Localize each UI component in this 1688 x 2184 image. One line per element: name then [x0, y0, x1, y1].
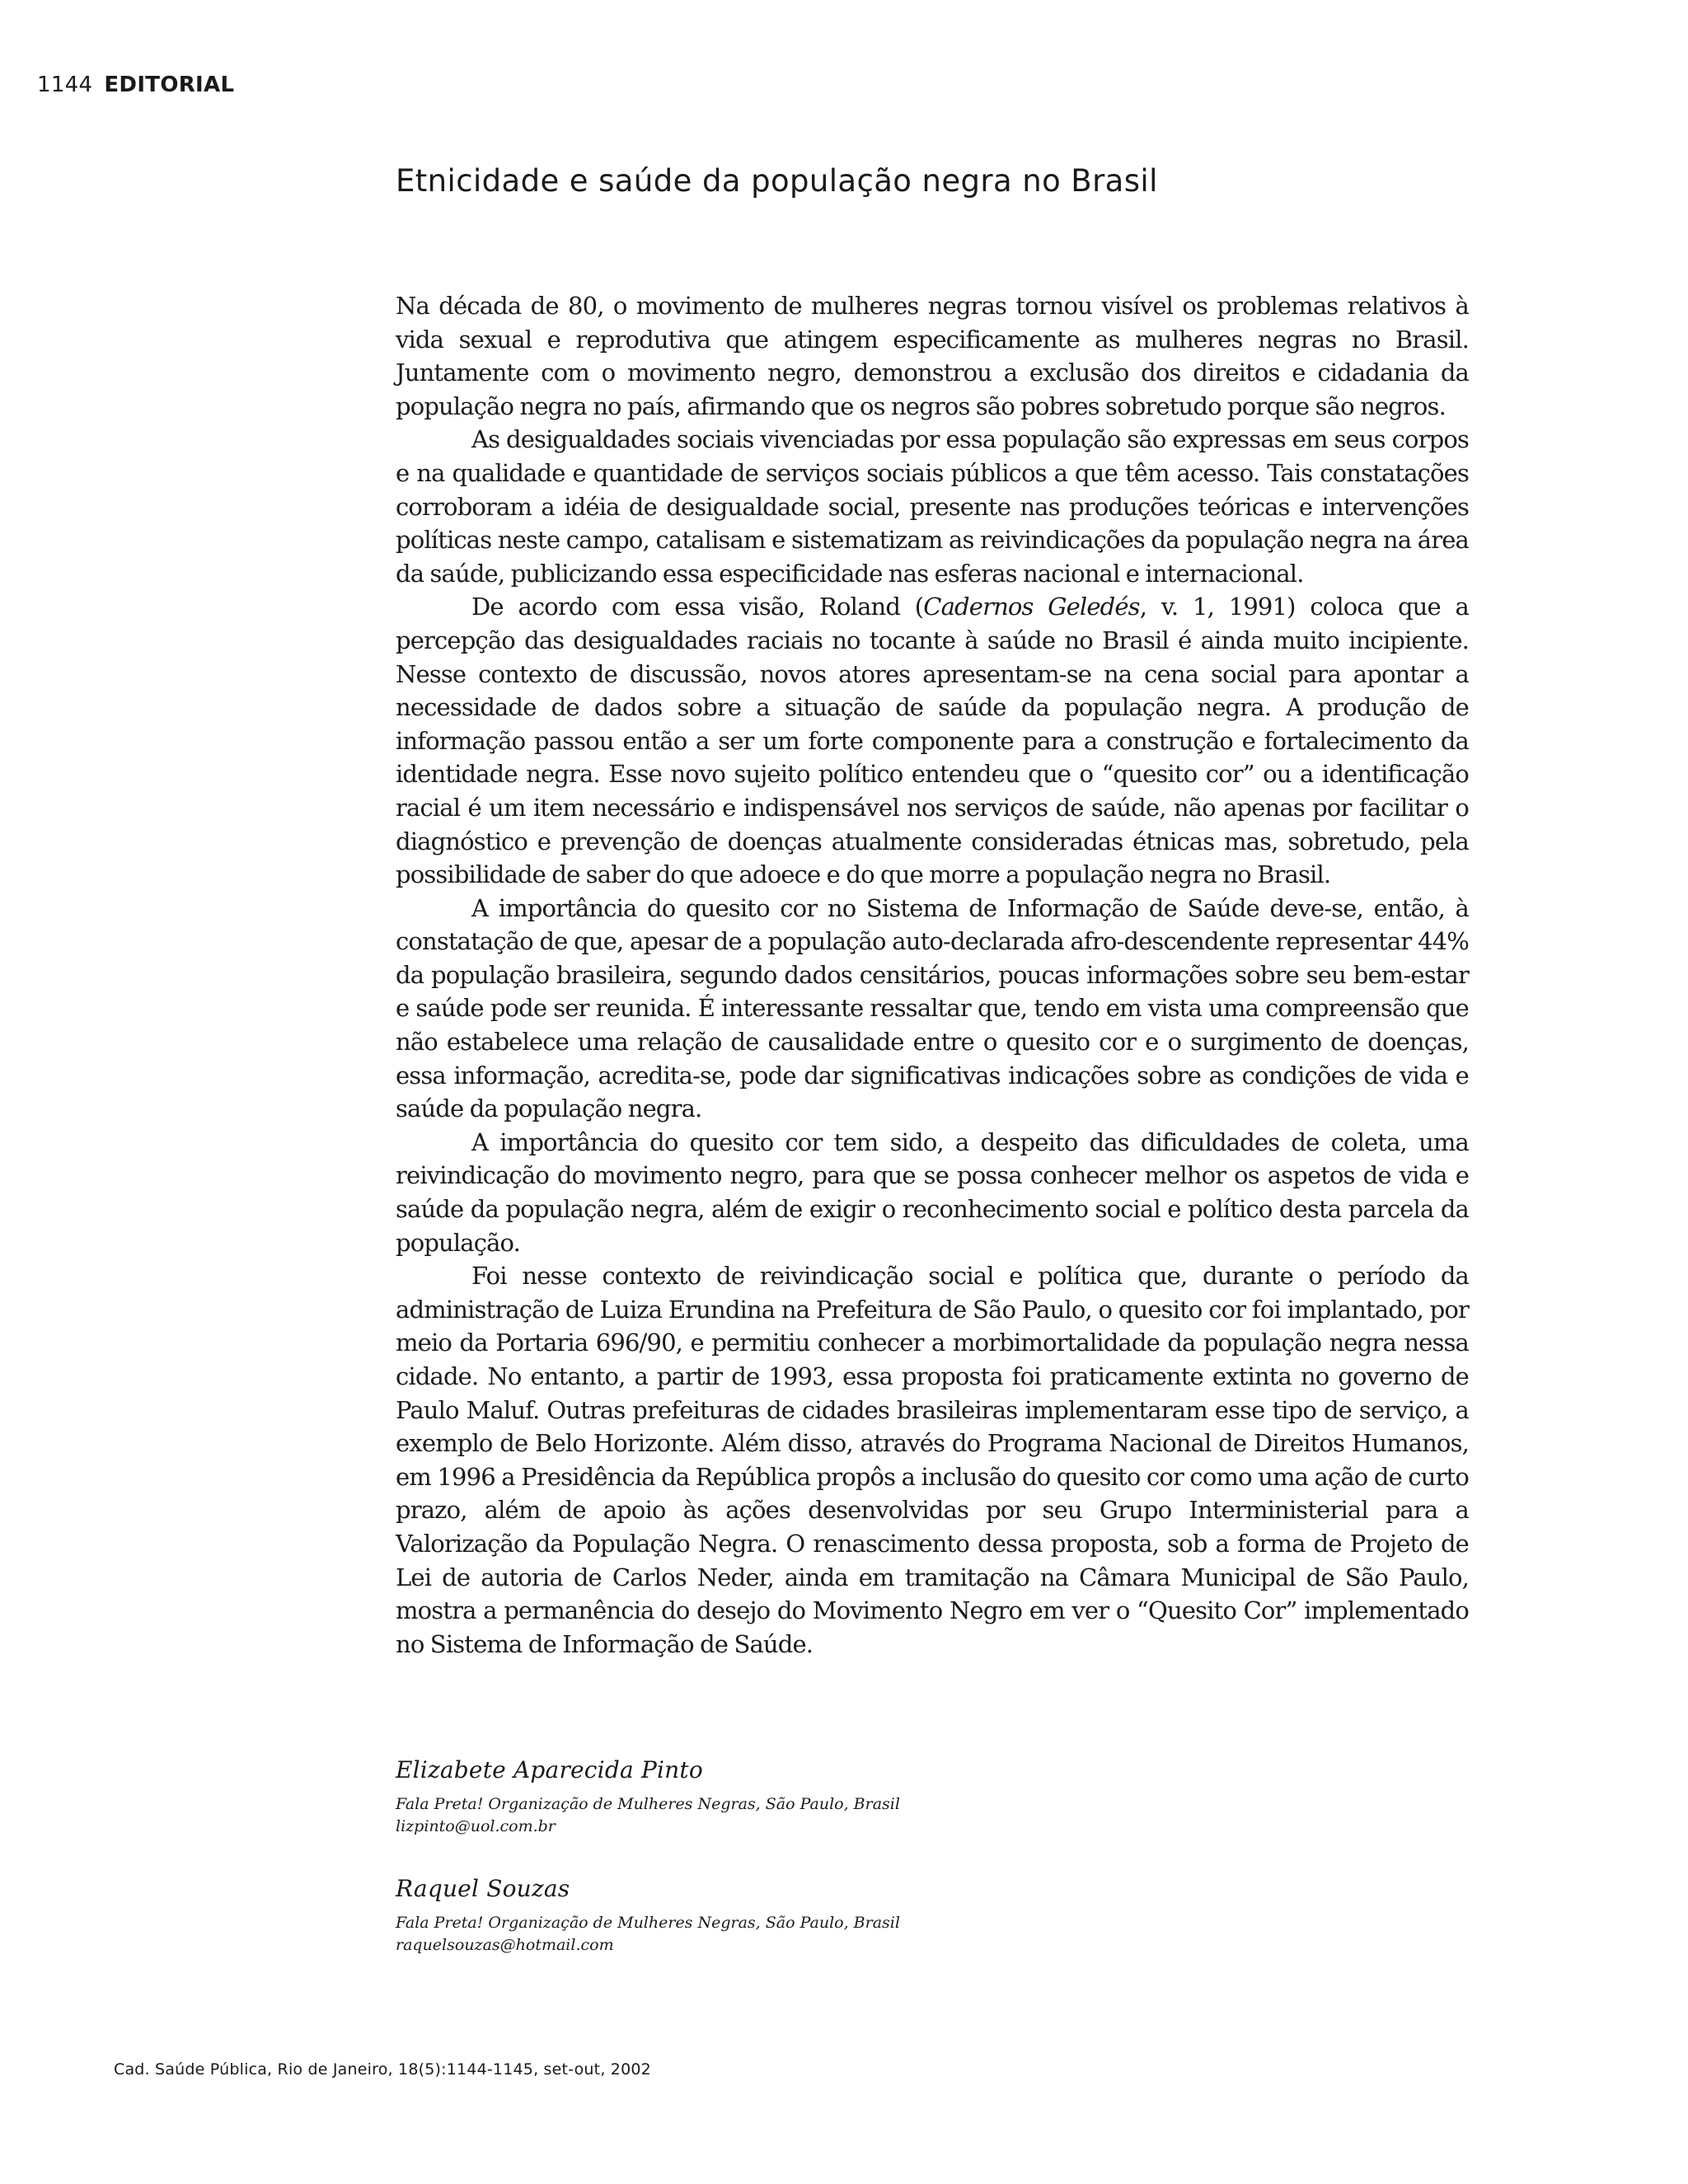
- paragraph-1: Na década de 80, o movimento de mulheres negras tornou visível os problemas relativos à vida sexual e reprodutiva que atingem especificamente as mulheres negras no Brasil. Juntamente com o movimento negro, demonstrou a exclusão dos direitos e cidadania da população negra no país, afirmando que os negros são pobres sobretudo porque são negros.: [396, 292, 1469, 420]
- paragraph-3-lead: De acordo com essa visão, Roland (: [471, 593, 924, 621]
- paragraph-3: [396, 590, 1469, 891]
- author-affiliation: Fala Preta! Organização de Mulheres Negras, São Paulo, Brasil: [396, 1795, 900, 1813]
- paragraph-3-rest: , v. 1, 1991) coloca que a percepção das desigualdades raciais no tocante à saúde no Brasil é ainda muito incipiente. Nesse contexto de discussão, novos atores apresentam-se na cena social para apontar a necessidade de dados sobre a situação de saúde da população negra. A produção de informação passou então a ser um forte componente para a construção e fortalecimento da identidade negra. Esse novo sujeito político entendeu que o “quesito cor” ou a identificação racial é um item necessário e indispensável nos serviços de saúde, não apenas por facilitar o diagnóstico e prevenção de doenças atualmente consideradas étnicas mas, sobretudo, pela possibilidade de saber do que adoece e do que morre a população negra no Brasil.: [396, 593, 1469, 889]
- article-title: Etnicidade e saúde da população negra no Brasil: [396, 163, 1158, 199]
- paragraph-4: A importância do quesito cor no Sistema de Informação de Saúde deve-se, então, à constatação de que, apesar de a população auto-declarada afro-descendente representar 44% da população brasileira, segundo dados censitários, poucas informações sobre seu bem-estar e saúde pode ser reunida. É interessante ressaltar que, tendo em vista uma compreensão que não estabelece uma relação de causalidade entre o quesito cor e o surgimento de doenças, essa informação, acredita-se, pode dar significativas indicações sobre as condições de vida e saúde da população negra.: [396, 893, 1469, 1123]
- author-email[interactable]: lizpinto@uol.com.br: [396, 1817, 556, 1835]
- author-name: Raquel Souzas: [396, 1875, 570, 1902]
- footer-citation: Cad. Saúde Pública, Rio de Janeiro, 18(5):1144-1145, set-out, 2002: [114, 2060, 651, 2079]
- article-body: [396, 289, 1469, 1661]
- author-email[interactable]: raquelsouzas@hotmail.com: [396, 1936, 614, 1954]
- page-number: 1144: [37, 73, 93, 97]
- running-head: [37, 73, 234, 97]
- paragraph-5: A importância do quesito cor tem sido, a despeito das dificuldades de coleta, uma reivindicação do movimento negro, para que se possa conhecer melhor os aspetos de vida e saúde da população negra, além de exigir o reconhecimento social e político desta parcela da população.: [396, 1127, 1469, 1257]
- author-name: Elizabete Aparecida Pinto: [396, 1756, 703, 1783]
- author-block: [396, 1755, 1137, 1993]
- paragraph-6: Foi nesse contexto de reivindicação social e política que, durante o período da administração de Luiza Erundina na Prefeitura de São Paulo, o quesito cor foi implantado, por meio da Portaria 696/90, e permitiu conhecer a morbimortalidade da população negra nessa cidade. No entanto, a partir de 1993, essa proposta foi praticamente extinta no governo de Paulo Maluf. Outras prefeituras de cidades brasileiras implementaram esse tipo de serviço, a exemplo de Belo Horizonte. Além disso, através do Programa Nacional de Direitos Humanos, em 1996 a Presidência da República propôs a inclusão do quesito cor como uma ação de curto prazo, além de apoio às ações desenvolvidas por seu Grupo Interministerial para a Valorização da População Negra. O renascimento dessa proposta, sob a forma de Projeto de Lei de autoria de Carlos Neder, ainda em tramitação na Câmara Municipal de São Paulo, mostra a permanência do desejo do Movimento Negro em ver o “Quesito Cor” implementado no Sistema de Informação de Saúde.: [396, 1262, 1469, 1658]
- author-affiliation: Fala Preta! Organização de Mulheres Negras, São Paulo, Brasil: [396, 1914, 900, 1932]
- journal-citation-italic: Cadernos Geledés: [923, 593, 1140, 621]
- author-1: [396, 1755, 1137, 1838]
- paragraph-2: As desigualdades sociais vivenciadas por essa população são expressas em seus corpos e na qualidade e quantidade de serviços sociais públicos a que têm acesso. Tais constatações corroboram a idéia de desigualdade social, presente nas produções teóricas e intervenções políticas neste campo, catalisam e sistematizam as reivindicações da população negra na área da saúde, publicizando essa especificidade nas esferas nacional e internacional.: [396, 425, 1469, 588]
- author-2: [396, 1874, 1137, 1957]
- section-label: EDITORIAL: [104, 73, 235, 97]
